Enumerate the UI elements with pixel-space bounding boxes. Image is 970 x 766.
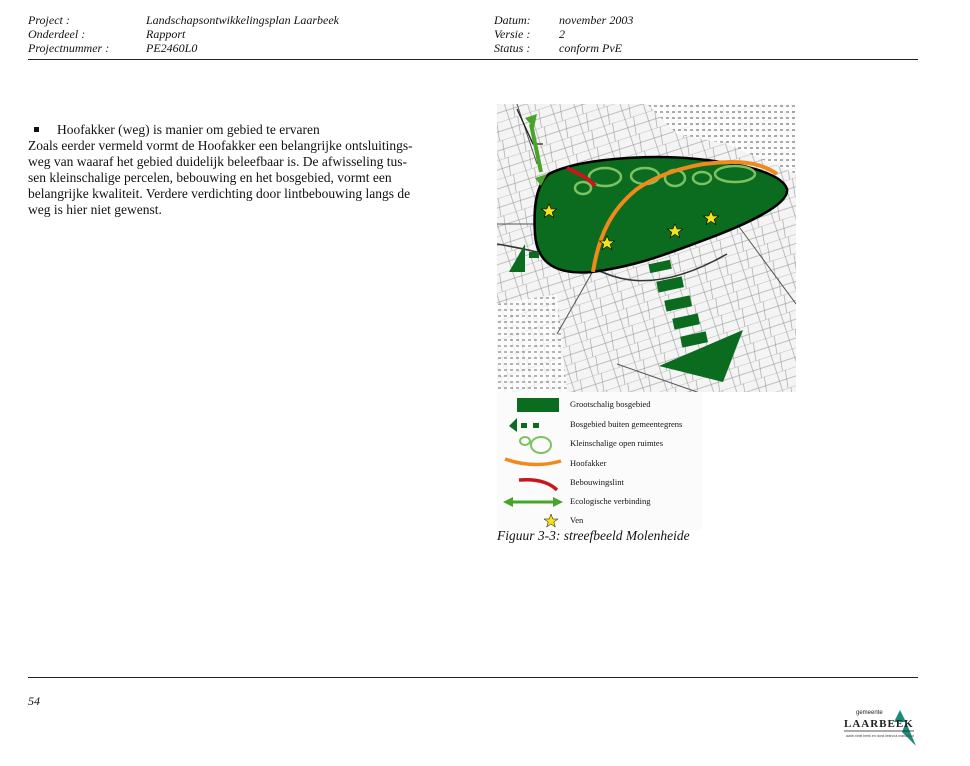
built-area-southwest bbox=[497, 294, 567, 392]
legend-swatch-bebouwingslint bbox=[501, 474, 565, 492]
versie-value: 2 bbox=[559, 27, 565, 41]
page-number: 54 bbox=[28, 694, 40, 708]
figure-caption: Figuur 3-3: streefbeeld Molenheide bbox=[497, 528, 690, 543]
legend-bebouwingslint bbox=[497, 474, 702, 493]
gemeente-laarbeek-logo bbox=[840, 708, 922, 748]
legend-label: Bebouwingslint bbox=[570, 477, 624, 487]
legend-label: Ecologische verbinding bbox=[570, 496, 651, 506]
versie-label: Versie : bbox=[494, 27, 531, 41]
onderdeel-label: Onderdeel : bbox=[28, 27, 86, 41]
legend-grootschalig bbox=[497, 396, 702, 415]
legend-hoofakker bbox=[497, 455, 702, 474]
legend-label: Hoofakker bbox=[570, 458, 607, 468]
legend-label: Grootschalig bosgebied bbox=[570, 399, 651, 409]
status-value: conform PvE bbox=[559, 41, 622, 55]
paragraph-line: weg van waaraf het gebied duidelijk beleefbaar is. De afwisseling tus- bbox=[28, 154, 407, 169]
legend-label: Ven bbox=[570, 515, 584, 525]
onderdeel-value: Rapport bbox=[146, 27, 186, 41]
projectnummer-value: PE2460L0 bbox=[146, 41, 198, 55]
project-value: Landschapsontwikkelingsplan Laarbeek bbox=[146, 13, 339, 27]
map-figure bbox=[497, 104, 796, 392]
map-legend bbox=[497, 392, 702, 530]
legend-kleinschalig bbox=[497, 435, 702, 454]
datum-value: november 2003 bbox=[559, 13, 634, 27]
logo-name: LAARBEEK bbox=[844, 718, 914, 730]
logo-tagline: aarle-rixtel beek en donk lieshout mariahout bbox=[846, 734, 914, 738]
legend-buiten bbox=[497, 416, 702, 435]
bullet-text: Hoofakker (weg) is manier om gebied te ervaren bbox=[57, 122, 320, 137]
header-rule bbox=[28, 59, 918, 60]
body-paragraph bbox=[28, 138, 458, 218]
legend-swatch-hoofakker bbox=[501, 455, 565, 473]
legend-label: Kleinschalige open ruimtes bbox=[570, 438, 664, 448]
bullet-icon bbox=[34, 127, 39, 132]
status-label: Status : bbox=[494, 41, 531, 55]
project-label: Project : bbox=[28, 13, 70, 27]
footer-rule bbox=[28, 677, 918, 678]
legend-label: Bosgebied buiten gemeentegrens bbox=[570, 419, 683, 429]
legend-swatch-ecologisch bbox=[501, 493, 565, 511]
legend-swatch-kleinschalig bbox=[501, 435, 565, 455]
bullet-item bbox=[34, 122, 320, 138]
paragraph-line: sen kleinschalige percelen, bebouwing en het bosgebied, vormt een bbox=[28, 170, 392, 185]
legend-swatch-buiten bbox=[501, 416, 565, 434]
logo-small-text: gemeente bbox=[856, 710, 883, 716]
paragraph-line: Zoals eerder vermeld vormt de Hoofakker een belangrijke ontsluitings- bbox=[28, 138, 413, 153]
legend-swatch-grootschalig bbox=[501, 396, 565, 414]
legend-ecologisch bbox=[497, 493, 702, 512]
paragraph-line: belangrijke kwaliteit. Verdere verdichting door lintbebouwing langs de bbox=[28, 186, 411, 201]
datum-label: Datum: bbox=[494, 13, 531, 27]
projectnummer-label: Projectnummer : bbox=[28, 41, 110, 55]
paragraph-line: weg is hier niet gewenst. bbox=[28, 202, 162, 217]
